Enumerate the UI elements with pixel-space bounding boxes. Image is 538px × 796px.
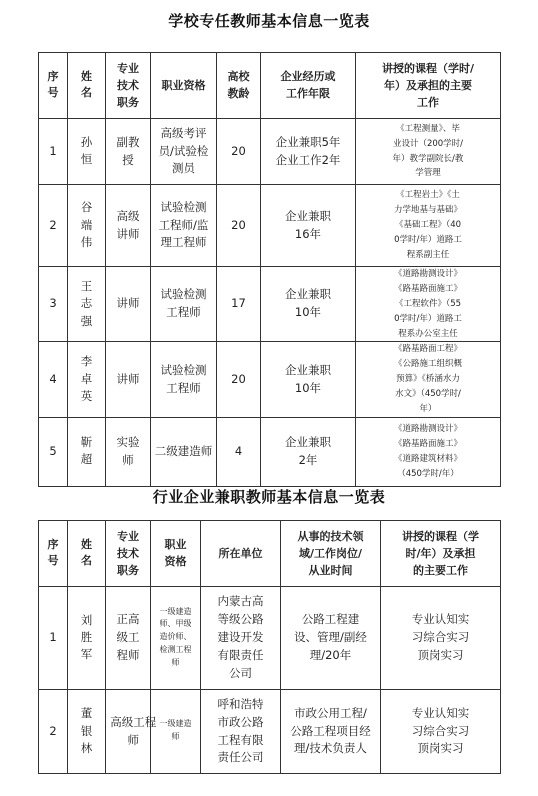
- header-name: 姓名: [68, 521, 106, 587]
- cell-qual: 试验检测工程师: [151, 267, 217, 342]
- cell-qual: 一级建造师、甲级造价师、检测工程师: [151, 587, 201, 690]
- cell-seq: 1: [39, 587, 68, 690]
- table2-header-row: [39, 521, 501, 587]
- cell-exp: 企业兼职5年企业工作2年: [261, 119, 356, 185]
- cell-seq: 2: [39, 690, 68, 774]
- header-courses: 讲授的课程（学时/年）及承担的主要工作: [381, 521, 501, 587]
- header-qual: 职业资格: [151, 53, 217, 119]
- cell-courses: 《道路勘测设计》《路基路面施工》《道路建筑材料》（450学时/年）: [356, 417, 501, 486]
- fulltime-teachers-table: [38, 52, 501, 487]
- cell-seq: 2: [39, 185, 68, 267]
- cell-title: 高级讲师: [106, 185, 151, 267]
- header-seq: 序号: [39, 521, 68, 587]
- parttime-teachers-table: [38, 520, 501, 774]
- cell-years: 20: [217, 119, 261, 185]
- cell-title: 讲师: [106, 342, 151, 417]
- cell-seq: 3: [39, 267, 68, 342]
- cell-years: 20: [217, 185, 261, 267]
- table-row: [39, 267, 501, 342]
- cell-exp: 企业兼职10年: [261, 267, 356, 342]
- header-name: 姓名: [68, 53, 106, 119]
- cell-qual: 高级考评员/试验检测员: [151, 119, 217, 185]
- cell-name: 刘胜军: [68, 587, 106, 690]
- table-row: [39, 587, 501, 690]
- header-courses: 讲授的课程（学时/年）及承担的主要工作: [356, 53, 501, 119]
- cell-qual: 二级建造师: [151, 417, 217, 486]
- cell-years: 20: [217, 342, 261, 417]
- cell-title: 讲师: [106, 267, 151, 342]
- cell-name: 靳超: [68, 417, 106, 486]
- table1-title: 学校专任教师基本信息一览表: [168, 12, 370, 30]
- header-field: 从事的技术领域/工作岗位/从业时间: [281, 521, 381, 587]
- header-qual: 职业资格: [151, 521, 201, 587]
- cell-name: 王志强: [68, 267, 106, 342]
- cell-courses: 《路基路面工程》《公路施工组织概预算》《桥涵水力水文》（450学时/年）: [356, 342, 501, 417]
- cell-name: 李卓英: [68, 342, 106, 417]
- cell-qual: 试验检测工程师: [151, 342, 217, 417]
- cell-name: 孙恒: [68, 119, 106, 185]
- cell-title: 实验师: [106, 417, 151, 486]
- cell-seq: 4: [39, 342, 68, 417]
- header-seq: 序号: [39, 53, 68, 119]
- header-title: 专业技术职务: [106, 53, 151, 119]
- cell-exp: 企业兼职2年: [261, 417, 356, 486]
- cell-seq: 5: [39, 417, 68, 486]
- cell-title: 正高级工程师: [106, 587, 151, 690]
- cell-qual: 一级建造师: [151, 690, 201, 774]
- table-row: [39, 342, 501, 417]
- cell-years: 4: [217, 417, 261, 486]
- cell-courses: 《工程测量》、毕业设计（200学时/年）教学副院长/教学管理: [356, 119, 501, 185]
- cell-exp: 企业兼职10年: [261, 342, 356, 417]
- cell-courses: 《道路勘测设计》《路基路面施工》《工程软件》（550学时/年）道路工程系办公室主任: [356, 267, 501, 342]
- cell-years: 17: [217, 267, 261, 342]
- cell-qual: 试验检测工程师/监理工程师: [151, 185, 217, 267]
- cell-unit: 呼和浩特市政公路工程有限责任公司: [201, 690, 281, 774]
- cell-unit: 内蒙古高等级公路建设开发有限责任公司: [201, 587, 281, 690]
- table-row: [39, 185, 501, 267]
- table-row: [39, 417, 501, 486]
- cell-courses: 专业认知实习综合实习顶岗实习: [381, 690, 501, 774]
- header-exp: 企业经历或工作年限: [261, 53, 356, 119]
- cell-field: 公路工程建设、管理/副经理/20年: [281, 587, 381, 690]
- cell-courses: 专业认知实习综合实习顶岗实习: [381, 587, 501, 690]
- cell-seq: 1: [39, 119, 68, 185]
- cell-name: 谷端伟: [68, 185, 106, 267]
- cell-name: 董银林: [68, 690, 106, 774]
- header-unit: 所在单位: [201, 521, 281, 587]
- table-row: [39, 690, 501, 774]
- table-row: [39, 119, 501, 185]
- cell-title: 高级工程师: [106, 690, 151, 774]
- header-years: 高校教龄: [217, 53, 261, 119]
- header-title: 专业技术职务: [106, 521, 151, 587]
- cell-exp: 企业兼职16年: [261, 185, 356, 267]
- table1-header-row: [39, 53, 501, 119]
- table2-title: 行业企业兼职教师基本信息一览表: [152, 488, 386, 506]
- cell-field: 市政公用工程/公路工程项目经理/技术负责人: [281, 690, 381, 774]
- cell-courses: 《工程岩土》《土力学地基与基础》《基础工程》（400学时/年）道路工程系副主任: [356, 185, 501, 267]
- cell-title: 副教授: [106, 119, 151, 185]
